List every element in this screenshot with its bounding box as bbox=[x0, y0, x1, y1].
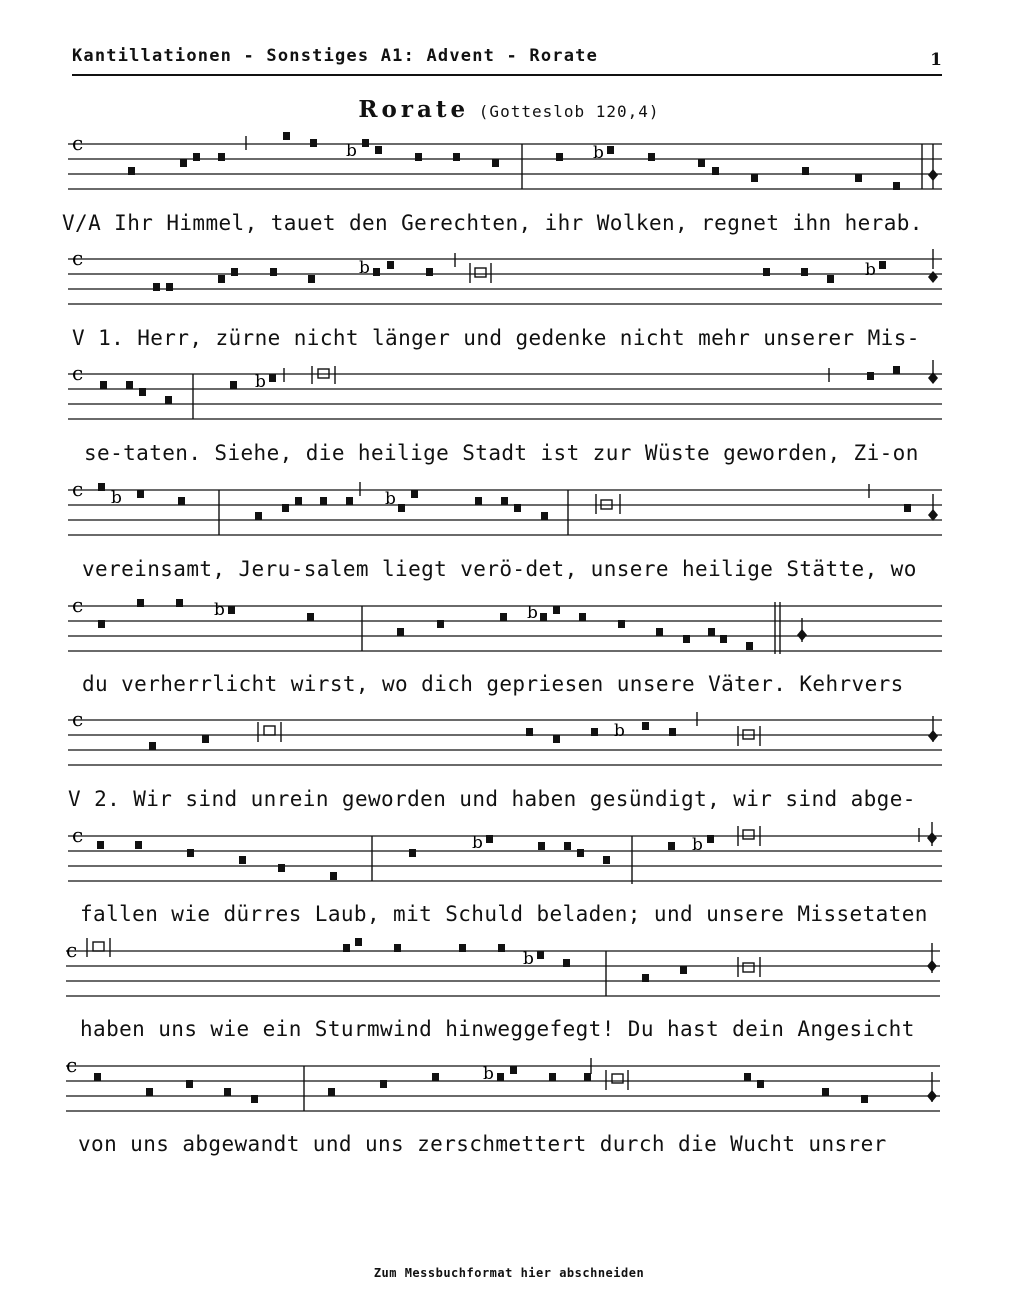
svg-text:c: c bbox=[72, 593, 84, 617]
svg-text:b: b bbox=[593, 143, 604, 163]
staff-notation bbox=[0, 822, 1018, 892]
svg-text:b: b bbox=[614, 721, 625, 741]
svg-text:c: c bbox=[72, 823, 84, 847]
svg-text:b: b bbox=[214, 600, 225, 620]
staff-notation bbox=[0, 476, 1018, 546]
page-header bbox=[72, 46, 942, 76]
svg-text:b: b bbox=[523, 949, 534, 969]
svg-text:b: b bbox=[692, 835, 703, 855]
lyric-line: fallen wie dürres Laub, mit Schuld beladen; und unsere Missetaten bbox=[80, 902, 928, 926]
header-title: Kantillationen - Sonstiges A1: Advent - Rorate bbox=[72, 46, 599, 66]
music-staff bbox=[0, 1052, 1018, 1122]
svg-text:c: c bbox=[66, 938, 78, 962]
staff-notation bbox=[0, 360, 1018, 430]
chant-source: (Gotteslob 120,4) bbox=[478, 102, 660, 121]
svg-text:b: b bbox=[483, 1064, 494, 1084]
music-staff bbox=[0, 706, 1018, 776]
svg-text:b: b bbox=[346, 141, 357, 161]
music-staff bbox=[0, 822, 1018, 892]
music-staff bbox=[0, 476, 1018, 546]
svg-text:b: b bbox=[472, 833, 483, 853]
music-staff bbox=[0, 130, 1018, 200]
music-staff bbox=[0, 937, 1018, 1007]
music-staff bbox=[0, 360, 1018, 430]
svg-text:c: c bbox=[72, 477, 84, 501]
music-staff bbox=[0, 592, 1018, 662]
staff-notation bbox=[0, 245, 1018, 315]
page-number: 1 bbox=[930, 50, 942, 70]
lyric-line: se-taten. Siehe, die heilige Stadt ist zur Wüste geworden, Zi-on bbox=[84, 441, 919, 465]
svg-text:b: b bbox=[385, 489, 396, 509]
lyric-line: V 1. Herr, zürne nicht länger und gedenke nicht mehr unserer Mis- bbox=[72, 326, 920, 350]
lyric-line: du verherrlicht wirst, wo dich gepriesen unsere Väter. Kehrvers bbox=[82, 672, 904, 696]
lyric-line: V 2. Wir sind unrein geworden und haben gesündigt, wir sind abge- bbox=[68, 787, 916, 811]
svg-text:b: b bbox=[255, 372, 266, 392]
svg-text:b: b bbox=[527, 603, 538, 623]
staff-notation bbox=[0, 130, 1018, 200]
svg-text:c: c bbox=[72, 246, 84, 270]
chant-title bbox=[0, 96, 1018, 123]
svg-text:b: b bbox=[865, 260, 876, 280]
lyric-line: V/A Ihr Himmel, tauet den Gerechten, ihr Wolken, regnet ihn herab. bbox=[62, 211, 923, 235]
svg-text:c: c bbox=[72, 707, 84, 731]
svg-text:b: b bbox=[359, 258, 370, 278]
staff-notation bbox=[0, 706, 1018, 776]
svg-text:b: b bbox=[111, 488, 122, 508]
staff-notation bbox=[0, 592, 1018, 662]
staff-notation bbox=[0, 1052, 1018, 1122]
staff-notation bbox=[0, 937, 1018, 1007]
lyric-line: haben uns wie ein Sturmwind hinweggefegt! Du hast dein Angesicht bbox=[80, 1017, 915, 1041]
music-staff bbox=[0, 245, 1018, 315]
cut-line-note: Zum Messbuchformat hier abschneiden bbox=[373, 1266, 645, 1280]
svg-text:c: c bbox=[72, 361, 84, 385]
chant-name: Rorate bbox=[358, 96, 470, 123]
svg-text:c: c bbox=[72, 131, 84, 155]
svg-text:c: c bbox=[66, 1053, 78, 1077]
lyric-line: von uns abgewandt und uns zerschmettert durch die Wucht unsrer bbox=[78, 1132, 887, 1156]
lyric-line: vereinsamt, Jeru-salem liegt verö-det, unsere heilige Stätte, wo bbox=[82, 557, 917, 581]
